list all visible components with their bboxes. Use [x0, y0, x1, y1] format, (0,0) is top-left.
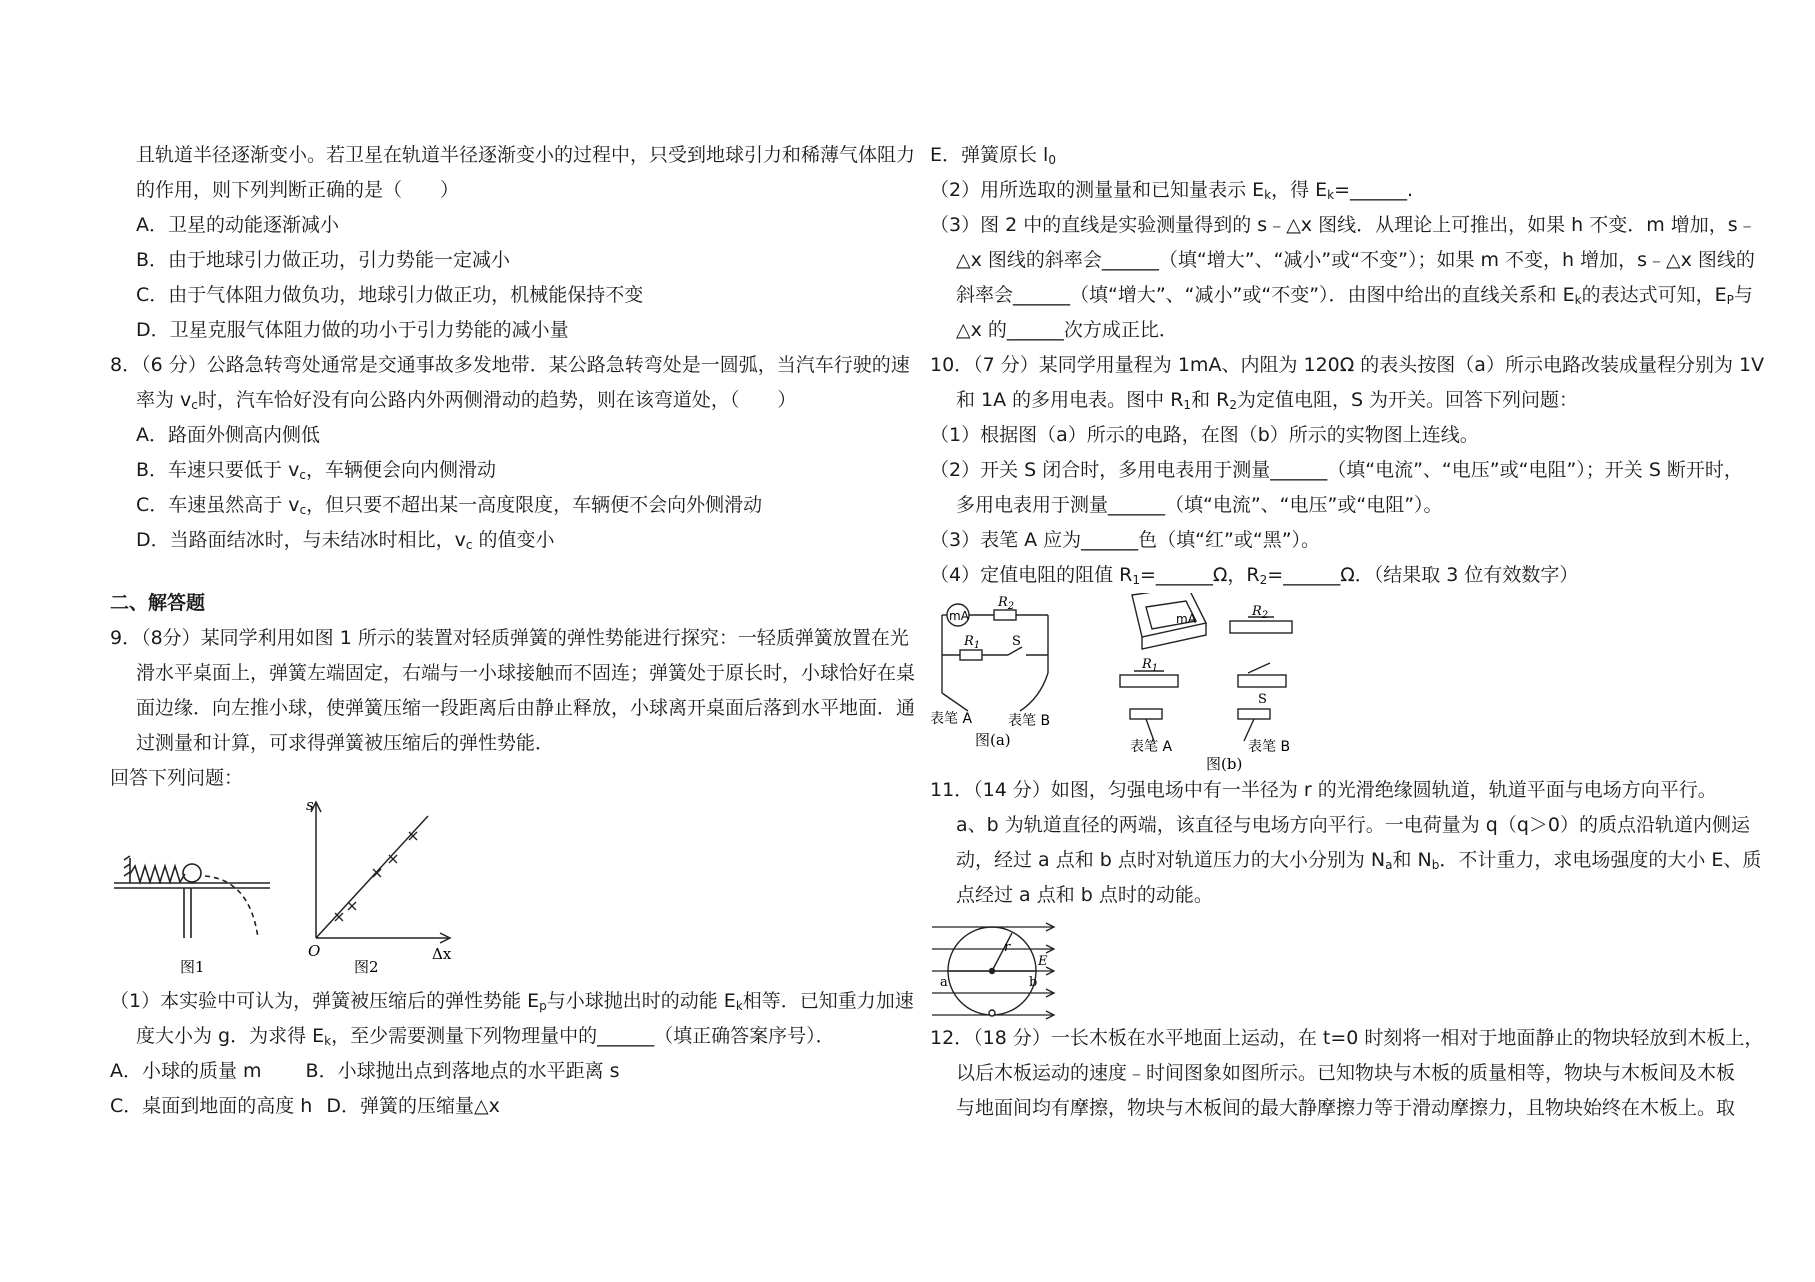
q10-stem-line: 10．（7 分）某同学用量程为 1mA、内阻为 120Ω 的表头按图（a）所示电路改装成量程分别为 1V	[930, 354, 1765, 376]
q10-figures	[930, 593, 1730, 773]
q9-part3-line: △x 图线的斜率会______（填“增大”、“减小”或“不变”）；如果 m 不变，h 增加，s﹣△x 图线的	[956, 249, 1755, 271]
q11-stem-line: 11．（14 分）如图，匀强电场中有一半径为 r 的光滑绝缘圆轨道，轨道平面与电场方向平行。	[930, 779, 1717, 801]
q8-option-c: C．车速虽然高于 $v_c$，但只要不超出某一高度限度，车辆便不会向外侧滑动	[136, 494, 763, 517]
q7-option-d: D．卫星克服气体阻力做的功小于引力势能的减小量	[136, 319, 569, 341]
graph-origin-label: O	[308, 942, 321, 960]
pen-a-label-b: 表笔 A	[1130, 739, 1173, 755]
left-column	[110, 138, 916, 1124]
pen-b-label-b: 表笔 B	[1248, 739, 1291, 755]
figure-a-caption: 图(a)	[975, 731, 1011, 749]
r2-label-b: $R_2$	[1252, 604, 1269, 621]
switch-label: S	[1012, 634, 1021, 649]
q9-answer-prompt: 回答下列问题：	[110, 767, 244, 789]
point-a-label: a	[940, 975, 948, 990]
spring-table-figure	[114, 856, 270, 938]
pen-b-label: 表笔 B	[1008, 713, 1051, 729]
q7-option-b: B．由于地球引力做正功，引力势能一定减小	[136, 249, 511, 271]
q8-option-d: D．当路面结冰时，与未结冰时相比，$v_c$ 的值变小	[136, 529, 555, 552]
q9-stem-line: 滑水平桌面上，弹簧左端固定，右端与一小球接触而不固连；弹簧处于原长时，小球恰好在桌	[136, 662, 916, 684]
field-e-label: E	[1038, 954, 1048, 969]
s-dx-graph	[311, 802, 450, 943]
radius-label: r	[1004, 940, 1011, 955]
q8-stem-line: 率为 $v_c$时，汽车恰好没有向公路内外两侧滑动的趋势，则在该弯道处，（ ）	[136, 389, 797, 412]
circular-track	[948, 927, 1036, 1016]
q9-stem-line: 过测量和计算，可求得弹簧被压缩后的弹性势能．	[136, 732, 555, 754]
q9-part3-line: 斜率会______（填“增大”、“减小”或“不变”）．由图中给出的直线关系和 $E_k$的表达式可知，$E_P$与	[956, 284, 1753, 307]
r1-label-b: $R_1$	[1142, 657, 1159, 674]
q9-part1-line: 度大小为 g．为求得 $E_k$，至少需要测量下列物理量中的______（填正确答案序号）．	[136, 1025, 835, 1048]
q9-part1-line: （1）本实验中可认为，弹簧被压缩后的弹性势能 $E_p$与小球抛出时的动能 $E_k$相等．已知重力加速	[110, 990, 914, 1013]
r1-label: $R_1$	[964, 634, 981, 651]
q8-option-b: B．车速只要低于 $v_c$，车辆便会向内侧滑动	[136, 459, 496, 482]
r2-label: $R_2$	[998, 595, 1015, 612]
q10-circuit-diagram	[930, 593, 1730, 773]
q11-stem-line: a、b 为轨道直径的两端，该直径与电场方向平行。一电荷量为 q（q＞0）的质点沿轨道内侧运	[956, 814, 1750, 836]
q7-stem-line: 的作用，则下列判断正确的是（ ）	[136, 179, 460, 201]
q11-stem-line: 点经过 a 点和 b 点时的动能。	[956, 884, 1213, 906]
ma-meter-label-b: mA	[1176, 612, 1196, 626]
q11-figure	[930, 913, 1730, 1021]
q9-figure-diagram	[110, 796, 902, 984]
q12-stem-line: 与地面间均有摩擦，物块与木板间的最大静摩擦力等于滑动摩擦力，且物块始终在木板上。取	[956, 1097, 1736, 1119]
q12-stem-line: 12．（18 分）一长木板在水平地面上运动，在 t=0 时刻将一相对于地面静止的物块轻放到木板上，	[930, 1027, 1764, 1049]
q9-part3-line: △x 的______次方成正比．	[956, 319, 1178, 341]
ma-meter-label: mA	[949, 609, 969, 623]
q9-option-e: E．弹簧原长 $l_0$	[930, 144, 1056, 167]
q7-stem-line: 且轨道半径逐渐变小。若卫星在轨道半径逐渐变小的过程中，只受到地球引力和稀薄气体阻力	[136, 144, 916, 166]
q7-option-c: C．由于气体阻力做负功，地球引力做正功，机械能保持不变	[136, 284, 644, 306]
pen-a-label: 表笔 A	[930, 711, 973, 727]
q10-part3: （3）表笔 A 应为______色（填“红”或“黑”）。	[930, 529, 1321, 551]
q9-stem-line: 9．（8分）某同学利用如图 1 所示的装置对轻质弹簧的弹性势能进行探究：一轻质弹簧放置在光	[110, 627, 909, 649]
q7-option-a: A．卫星的动能逐渐减小	[136, 214, 339, 236]
switch-label-b: S	[1258, 692, 1267, 707]
q9-stem-line: 面边缘．向左推小球，使弹簧压缩一段距离后由静止释放，小球离开桌面后落到水平地面．通	[136, 697, 916, 719]
q9-part2-line: （2）用所选取的测量量和已知量表示 $E_k$，得 $E_k=\_\_\_\_\_\_$.	[930, 179, 1414, 202]
figure1-caption: 图1	[180, 958, 205, 976]
q12-stem-line: 以后木板运动的速度﹣时间图象如图所示。已知物块与木板的质量相等，物块与木板间及木板	[956, 1062, 1736, 1084]
q10-part2-line: 多用电表用于测量______（填“电流”、“电压”或“电阻”）。	[956, 494, 1443, 516]
point-b-label: b	[1029, 975, 1038, 990]
q11-stem-line: 动，经过 a 点和 b 点时对轨道压力的大小分别为 $N_a$和 $N_b$．不计重力，求电场强度的大小 E、质	[956, 849, 1762, 872]
q8-stem-line: 8．（6 分）公路急转弯处通常是交通事故多发地带．某公路急转弯处是一圆弧，当汽车行驶的速	[110, 354, 910, 376]
q10-part4: （4）定值电阻的阻值 $R_1=\_\_\_\_\_\_\Omega$，$R_2=\_\_\_\_\_\_\Omega$．（结果取 3 位有效数字）	[930, 564, 1579, 587]
graph-x-axis-label: Δx	[432, 945, 452, 963]
q9-options-ab: A．小球的质量 m B．小球抛出点到落地点的水平距离 s	[110, 1060, 620, 1082]
q9-part3-line: （3）图 2 中的直线是实验测量得到的 s﹣△x 图线．从理论上可推出，如果 h 不变．m 增加，s﹣	[930, 214, 1757, 236]
q10-part1: （1）根据图（a）所示的电路，在图（b）所示的实物图上连线。	[930, 424, 1479, 446]
q9-figures	[110, 796, 902, 984]
figure-b-caption: 图(b)	[1206, 755, 1243, 773]
q10-stem-line: 和 1A 的多用电表。图中 $R_1$和 $R_2$为定值电阻，S 为开关。回答下列问题：	[956, 389, 1579, 412]
section-heading: 二、解答题	[110, 592, 206, 614]
figure2-caption: 图2	[354, 958, 379, 976]
q9-options-cd: C．桌面到地面的高度 h D．弹簧的压缩量△x	[110, 1095, 500, 1117]
field-circle-diagram	[930, 913, 1730, 1021]
q10-part2-line: （2）开关 S 闭合时，多用电表用于测量______（填“电流”、“电压”或“电阻”）；开关 S 断开时，	[930, 459, 1743, 481]
right-column	[930, 138, 1765, 1126]
graph-y-axis-label: s	[306, 796, 314, 814]
q8-option-a: A．路面外侧高内侧低	[136, 424, 320, 446]
